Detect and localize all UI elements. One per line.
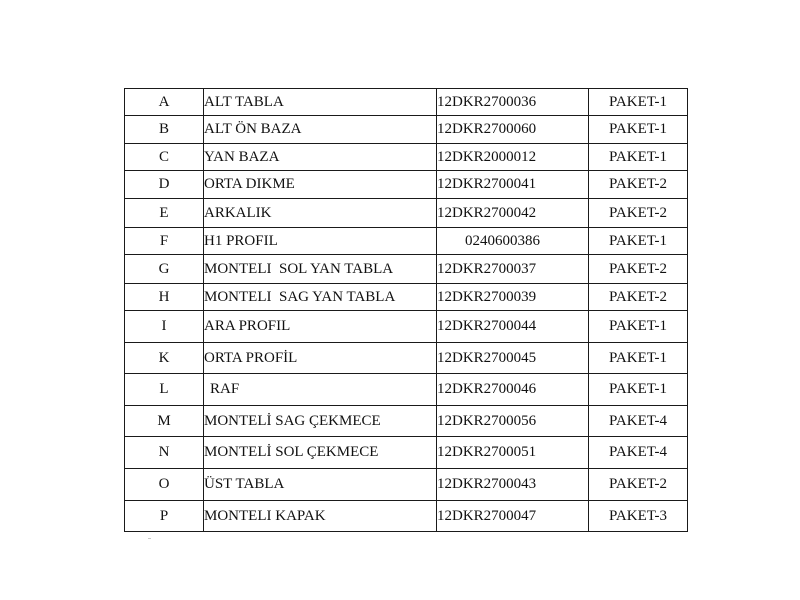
part-package: PAKET-1 [589,343,688,374]
part-name: ÜST TABLA [204,469,437,501]
part-name: MONTELİ SOL ÇEKMECE [204,437,437,469]
part-package: PAKET-4 [589,406,688,437]
part-name: H1 PROFIL [204,228,437,255]
part-package: PAKET-2 [589,469,688,501]
table-row [125,144,688,171]
part-code: 12DKR2700041 [437,171,589,199]
part-package: PAKET-1 [589,311,688,343]
part-code: 12DKR2000012 [437,144,589,171]
part-code: 12DKR2700042 [437,199,589,228]
table-row [125,469,688,501]
part-letter: O [125,469,204,501]
part-package: PAKET-1 [589,89,688,116]
part-name: ARKALIK [204,199,437,228]
part-code: 12DKR2700044 [437,311,589,343]
part-letter: M [125,406,204,437]
table-row [125,228,688,255]
table-row [125,374,688,406]
part-letter: B [125,116,204,144]
part-code: 12DKR2700036 [437,89,589,116]
part-letter: C [125,144,204,171]
part-name: ALT TABLA [204,89,437,116]
part-package: PAKET-1 [589,116,688,144]
table-row [125,255,688,284]
part-package: PAKET-4 [589,437,688,469]
part-name: YAN BAZA [204,144,437,171]
part-package: PAKET-2 [589,171,688,199]
part-letter: K [125,343,204,374]
part-letter: L [125,374,204,406]
table-row [125,171,688,199]
table-row [125,437,688,469]
part-letter: G [125,255,204,284]
part-package: PAKET-1 [589,228,688,255]
part-name: MONTELI SOL YAN TABLA [204,255,437,284]
part-name: MONTELI KAPAK [204,501,437,532]
part-code: 12DKR2700056 [437,406,589,437]
table-row [125,501,688,532]
part-code: 12DKR2700043 [437,469,589,501]
part-letter: H [125,284,204,311]
part-name: ARA PROFIL [204,311,437,343]
part-letter: P [125,501,204,532]
table-row [125,311,688,343]
stray-mark [148,538,151,539]
part-package: PAKET-1 [589,374,688,406]
part-name: RAF [204,374,437,406]
part-package: PAKET-2 [589,284,688,311]
part-code: 12DKR2700045 [437,343,589,374]
part-name: MONTELİ SAG ÇEKMECE [204,406,437,437]
table-row [125,116,688,144]
part-letter: E [125,199,204,228]
table-row [125,199,688,228]
part-letter: A [125,89,204,116]
part-letter: N [125,437,204,469]
table-row [125,343,688,374]
part-letter: D [125,171,204,199]
part-package: PAKET-2 [589,199,688,228]
part-name: ORTA PROFİL [204,343,437,374]
part-name: MONTELI SAG YAN TABLA [204,284,437,311]
part-package: PAKET-1 [589,144,688,171]
part-code: 12DKR2700039 [437,284,589,311]
parts-table [124,88,688,532]
part-name: ALT ÖN BAZA [204,116,437,144]
part-code: 0240600386 [437,228,589,255]
part-code: 12DKR2700037 [437,255,589,284]
part-name: ORTA DIKME [204,171,437,199]
table-row [125,284,688,311]
part-code: 12DKR2700051 [437,437,589,469]
part-code: 12DKR2700060 [437,116,589,144]
part-package: PAKET-3 [589,501,688,532]
part-code: 12DKR2700047 [437,501,589,532]
table-row [125,406,688,437]
part-package: PAKET-2 [589,255,688,284]
part-code: 12DKR2700046 [437,374,589,406]
part-letter: F [125,228,204,255]
part-letter: I [125,311,204,343]
table-row [125,89,688,116]
